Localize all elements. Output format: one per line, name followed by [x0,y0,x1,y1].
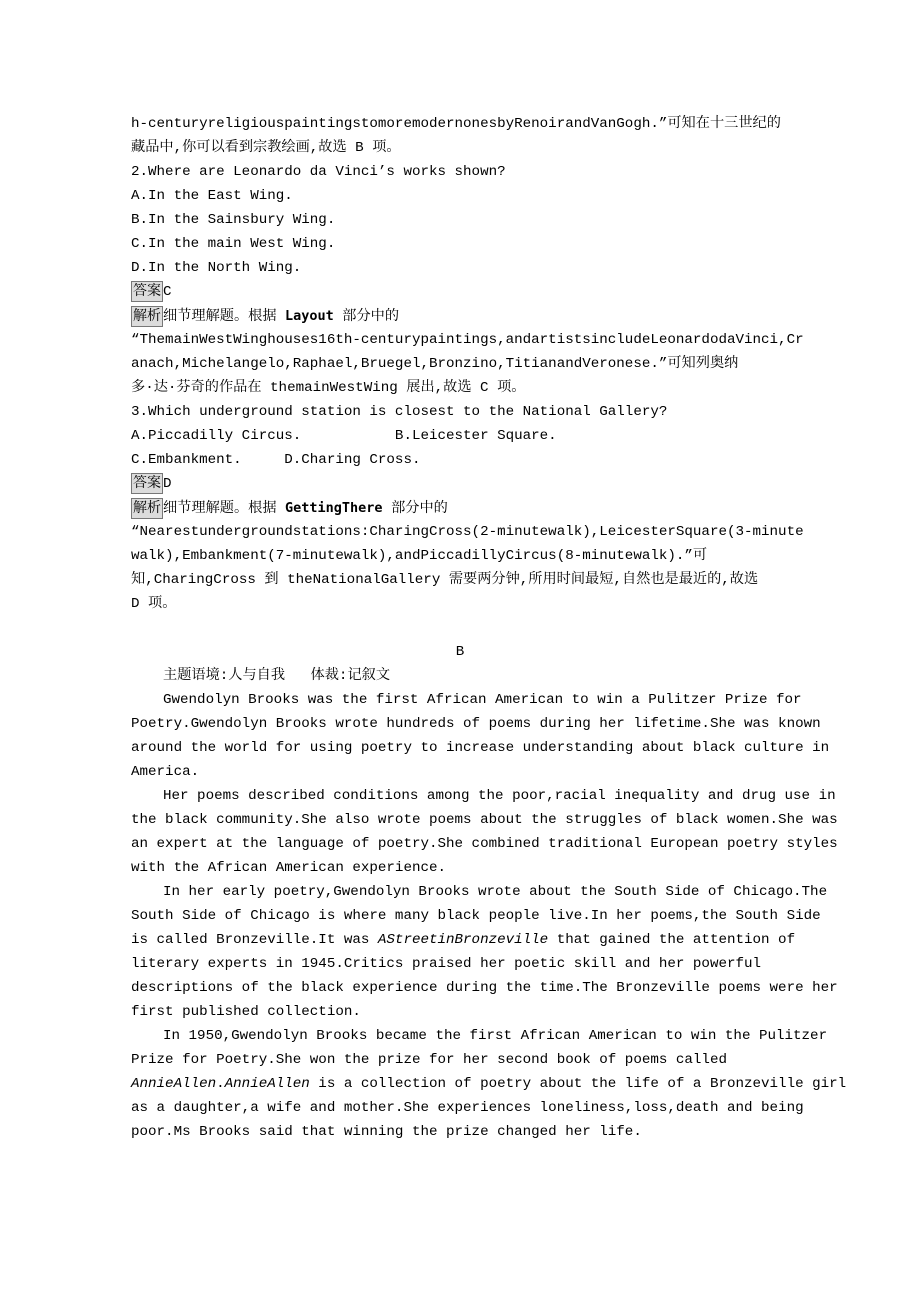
text-line [131,472,172,496]
text-span: is a collection of poetry about the life of a Bronzeville girl [309,1076,847,1092]
text-span: South Side of Chicago is where many black people live.In her poems,the South Side [131,908,821,924]
text-line [131,448,420,472]
text-span: C.In the main West Wing. [131,236,336,252]
text-span: 主题语境:人与自我 体裁:记叙文 [163,668,391,684]
text-line [131,760,199,784]
text-line [131,232,335,256]
text-span: In her early poetry,Gwendolyn Brooks wrote about the South Side of Chicago.The [163,884,828,900]
text-span: “Nearestundergroundstations:CharingCross(2-minutewalk),LeicesterSquare(3-minute [131,524,804,540]
text-span: anach,Michelangelo,Raphael,Bruegel,Bronzino,TitianandVeronese.”可知列奥纳 [131,356,739,372]
text-span: In 1950,Gwendolyn Brooks became the first African American to win the Pulitzer [163,1028,828,1044]
text-line [131,184,293,208]
text-line [131,976,838,1000]
text-span: D [163,476,172,492]
text-line [131,712,821,736]
text-span: with the African American experience. [131,860,447,876]
text-span: 部分中的 [333,309,400,325]
text-span: is called Bronzeville.It was [131,932,378,948]
text-line [131,1072,846,1096]
text-line [131,328,804,352]
text-line [163,1024,827,1048]
text-span: h-centuryreligiouspaintingstomoremodernonesbyRenoirandVanGogh.”可知在十三世纪的 [131,116,781,132]
text-line [0,640,920,664]
answer-label: 解析 [131,498,163,519]
italic-title: AStreetinBronzeville [377,932,549,948]
text-line [163,688,802,712]
bold-term: Layout [285,308,334,324]
text-line [131,1048,727,1072]
text-span: 3.Which underground station is closest to the National Gallery? [131,404,668,420]
text-span: B.In the Sainsbury Wing. [131,212,336,228]
text-line [163,784,836,808]
text-span: poor.Ms Brooks said that winning the prize changed her life. [131,1124,642,1140]
text-span: America. [131,764,200,780]
text-span: as a daughter,a wife and mother.She experiences loneliness,loss,death and being [131,1100,804,1116]
text-line [131,520,804,544]
italic-title: AnnieAllen [131,1076,217,1092]
text-line [163,880,827,904]
text-span: literary experts in 1945.Critics praised her poetic skill and her powerful [131,956,762,972]
text-line [131,928,795,952]
answer-label: 解析 [131,306,163,327]
text-line [131,376,525,400]
text-span: 部分中的 [382,501,448,517]
answer-label: 答案 [131,281,163,302]
text-span: 细节理解题。根据 [163,309,286,325]
text-line [131,352,738,376]
answer-label: 答案 [131,473,163,494]
text-line [163,664,390,688]
text-span: walk),Embankment(7-minutewalk),andPiccadillyCircus(8-minutewalk).”可 [131,548,708,564]
text-line [131,1096,804,1120]
text-line [131,496,448,520]
text-span: 藏品中,你可以看到宗教绘画,故选 B 项。 [131,140,401,156]
text-line [131,1120,642,1144]
text-span: A.In the East Wing. [131,188,293,204]
text-line [131,952,761,976]
text-line [131,856,446,880]
text-span: Her poems described conditions among the poor,racial inequality and drug use in [163,788,836,804]
text-line [131,544,707,568]
text-span: 2.Where are Leonardo da Vinci’s works shown? [131,164,506,180]
text-span: B [455,644,465,660]
text-line [131,424,557,448]
text-line [131,160,506,184]
italic-title: AnnieAllen [224,1076,310,1092]
text-line [131,1000,361,1024]
text-span: A.Piccadilly Circus. B.Leicester Square. [131,428,557,444]
text-span: an expert at the language of poetry.She combined traditional European poetry styles [131,836,838,852]
text-span: D 项。 [131,596,177,612]
text-span: “ThemainWestWinghouses16th-centurypaintings,andartistsincludeLeonardodaVinci,Cr [131,332,804,348]
text-line [131,808,838,832]
text-span: Poetry.Gwendolyn Brooks wrote hundreds of poems during her lifetime.She was known [131,716,821,732]
text-span: 知,CharingCross 到 theNationalGallery 需要两分钟,所用时间最短,自然也是最近的,故选 [131,572,759,588]
text-span: around the world for using poetry to increase understanding about black culture in [131,740,830,756]
bold-term: GettingThere [285,500,383,516]
text-line [131,832,838,856]
text-line [131,904,821,928]
text-line [131,400,667,424]
text-line [131,256,301,280]
text-span: C [163,284,172,300]
text-span: first published collection. [131,1004,361,1020]
text-span: the black community.She also wrote poems about the struggles of black women.She was [131,812,838,828]
text-line [131,208,335,232]
text-line [131,280,172,304]
text-span: . [216,1076,225,1092]
text-span: 多·达·芬奇的作品在 themainWestWing 展出,故选 C 项。 [131,380,526,396]
text-line [131,136,401,160]
text-span: descriptions of the black experience during the time.The Bronzeville poems were her [131,980,838,996]
text-span: Gwendolyn Brooks was the first African American to win a Pulitzer Prize for [163,692,802,708]
text-span: that gained the attention of [548,932,796,948]
text-line [131,592,176,616]
text-span: 细节理解题。根据 [163,501,286,517]
text-span: Prize for Poetry.She won the prize for her second book of poems called [131,1052,727,1068]
text-line [131,568,758,592]
text-span: C.Embankment. D.Charing Cross. [131,452,421,468]
text-line [131,736,829,760]
text-line [131,304,399,328]
text-line [131,112,781,136]
text-span: D.In the North Wing. [131,260,302,276]
